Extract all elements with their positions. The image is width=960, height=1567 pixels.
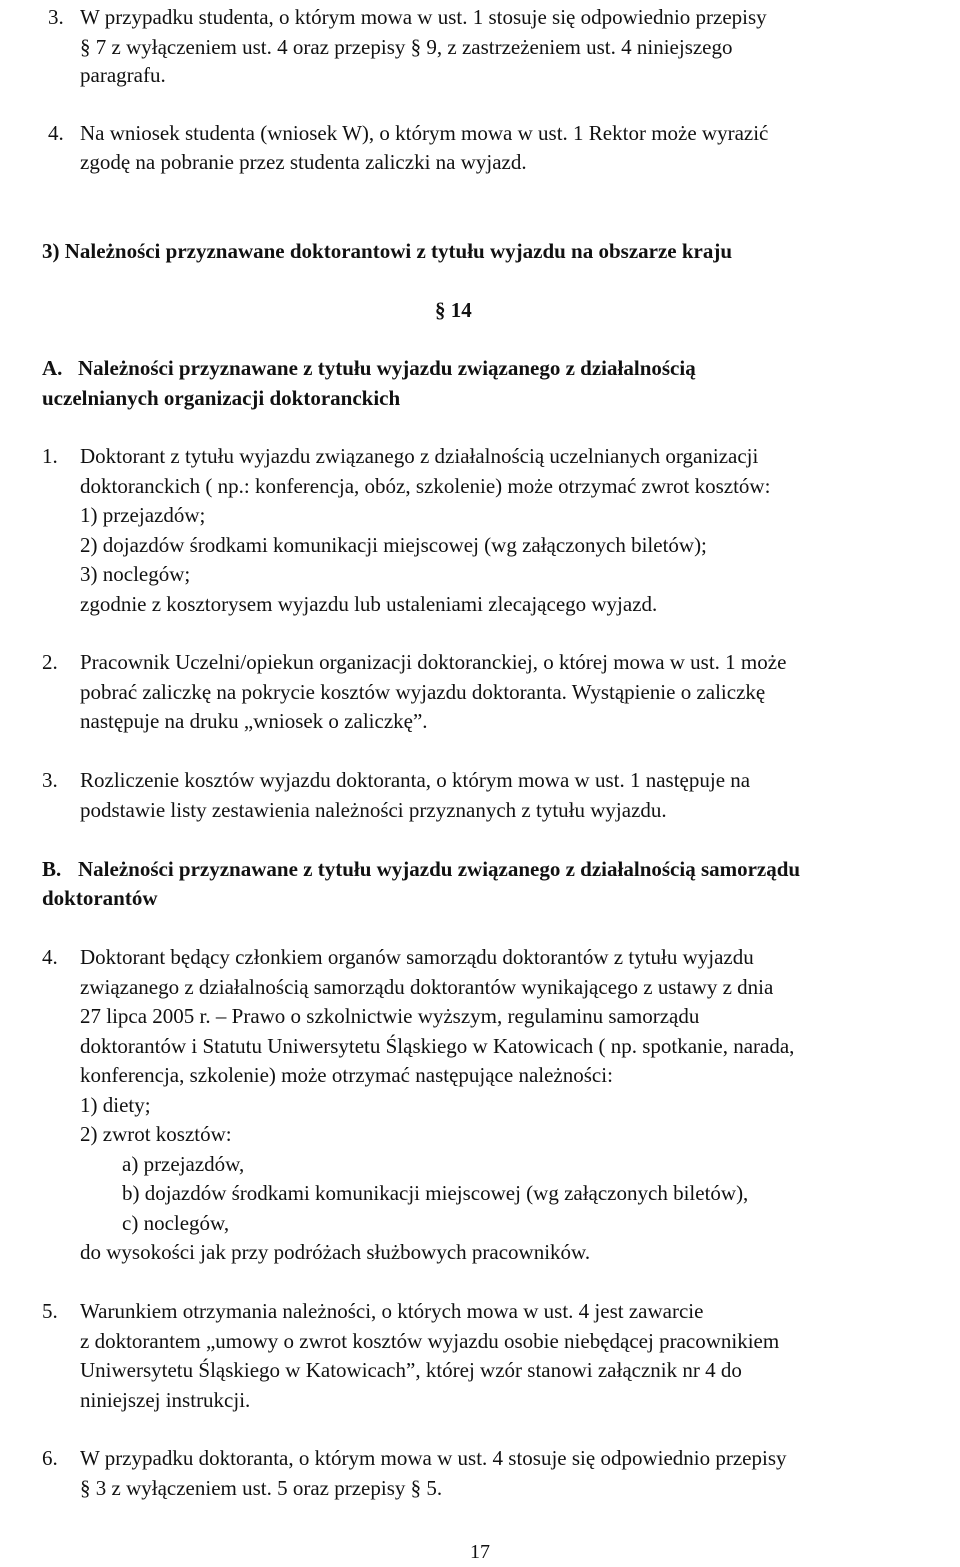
text-line: z doktorantem „umowy o zwrot kosztów wyjazdu osobie niebędącej pracownikiem (80, 1329, 780, 1353)
list-line: 1) diety; (80, 1093, 151, 1117)
section-label: A. (42, 356, 63, 380)
text-line: 27 lipca 2005 r. – Prawo o szkolnictwie wyższym, regulaminu samorządu (80, 1004, 700, 1028)
text-line: Uniwersytetu Śląskiego w Katowicach”, której wzór stanowi załącznik nr 4 do (80, 1358, 742, 1382)
sublist-line: b) dojazdów środkami komunikacji miejscowej (wg załączonych biletów), (122, 1181, 749, 1205)
text-line: W przypadku studenta, o którym mowa w ust. 1 stosuje się odpowiednio przepisy (80, 5, 767, 29)
paragraph-marker: § 14 (435, 298, 472, 322)
section-title-line: Należności przyznawane z tytułu wyjazdu związanego z działalnością (78, 356, 696, 380)
text-line: § 7 z wyłączeniem ust. 4 oraz przepisy § 9, z zastrzeżeniem ust. 4 niniejszego (80, 35, 733, 59)
item-number: 1. (42, 444, 58, 468)
text-line: W przypadku doktoranta, o którym mowa w ust. 4 stosuje się odpowiednio przepisy (80, 1446, 787, 1470)
text-line: pobrać zaliczkę na pokrycie kosztów wyjazdu doktoranta. Wystąpienie o zaliczkę (80, 680, 766, 704)
section-label: B. (42, 857, 62, 881)
text-line: do wysokości jak przy podróżach służbowych pracowników. (80, 1240, 591, 1264)
text-line: zgodę na pobranie przez studenta zaliczki na wyjazd. (80, 150, 527, 174)
text-line: doktoranckich ( np.: konferencja, obóz, szkolenie) może otrzymać zwrot kosztów: (80, 474, 771, 498)
text-line: konferencja, szkolenie) może otrzymać następujące należności: (80, 1063, 613, 1087)
text-line: zgodnie z kosztorysem wyjazdu lub ustaleniami zlecającego wyjazd. (80, 592, 658, 616)
item-number: 4. (42, 945, 58, 969)
section-title-line: Należności przyznawane z tytułu wyjazdu związanego z działalnością samorządu (78, 857, 801, 881)
list-line: 1) przejazdów; (80, 503, 206, 527)
text-line: § 3 z wyłączeniem ust. 5 oraz przepisy § 5. (80, 1476, 443, 1500)
text-line: niniejszej instrukcji. (80, 1388, 251, 1412)
list-line: 3) noclegów; (80, 562, 191, 586)
text-line: paragrafu. (80, 63, 166, 87)
text-line: Doktorant z tytułu wyjazdu związanego z działalnością uczelnianych organizacji (80, 444, 759, 468)
page-number: 17 (470, 1541, 490, 1563)
sublist-line: a) przejazdów, (122, 1152, 245, 1176)
item-number: 4. (48, 121, 64, 145)
item-number: 2. (42, 650, 58, 674)
list-line: 2) dojazdów środkami komunikacji miejscowej (wg załączonych biletów); (80, 533, 707, 557)
item-number: 3. (42, 768, 58, 792)
list-line: 2) zwrot kosztów: (80, 1122, 232, 1146)
item-number: 6. (42, 1446, 58, 1470)
text-line: związanego z działalnością samorządu doktorantów wynikającego z ustawy z dnia (80, 975, 774, 999)
text-line: Warunkiem otrzymania należności, o których mowa w ust. 4 jest zawarcie (80, 1299, 704, 1323)
sublist-line: c) noclegów, (122, 1211, 230, 1235)
text-line: Pracownik Uczelni/opiekun organizacji doktoranckiej, o której mowa w ust. 1 może (80, 650, 787, 674)
item-number: 5. (42, 1299, 58, 1323)
text-line: doktorantów i Statutu Uniwersytetu Śląskiego w Katowicach ( np. spotkanie, narada, (80, 1034, 795, 1058)
section-heading: 3) Należności przyznawane doktorantowi z tytułu wyjazdu na obszarze kraju (42, 239, 733, 263)
text-line: Doktorant będący członkiem organów samorządu doktorantów z tytułu wyjazdu (80, 945, 754, 969)
text-line: podstawie listy zestawienia należności przyznanych z tytułu wyjazdu. (80, 798, 667, 822)
section-title-line: uczelnianych organizacji doktoranckich (42, 386, 401, 410)
section-title-line: doktorantów (42, 886, 158, 910)
text-line: Rozliczenie kosztów wyjazdu doktoranta, o którym mowa w ust. 1 następuje na (80, 768, 751, 792)
text-line: następuje na druku „wniosek o zaliczkę”. (80, 709, 428, 733)
text-line: Na wniosek studenta (wniosek W), o którym mowa w ust. 1 Rektor może wyrazić (80, 121, 769, 145)
item-number: 3. (48, 5, 64, 29)
